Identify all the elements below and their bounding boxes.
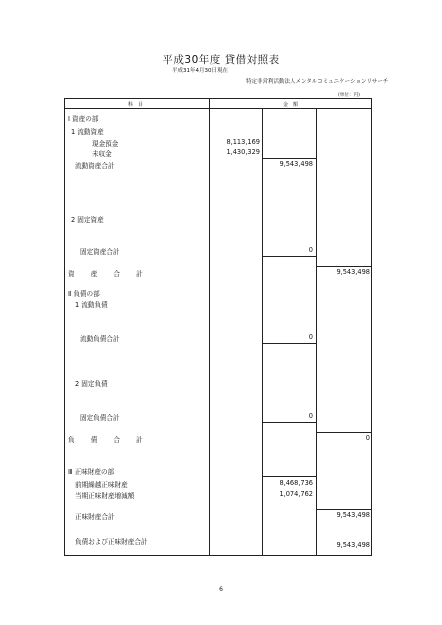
fixed-liabilities-total-label: 固定負債合計	[80, 414, 120, 422]
current-liabilities-total-label: 流動負債合計	[80, 335, 120, 343]
assets-section-heading: Ⅰ 資産の部	[68, 115, 99, 123]
current-liabilities-total-value: 0	[308, 333, 313, 341]
liabilities-total-label: 負 債 合 計	[68, 436, 150, 444]
amount-col-divider-2	[316, 108, 317, 556]
fixed-assets-total-value: 0	[308, 246, 313, 254]
grand-total-label: 負債および正味財産合計	[75, 538, 148, 546]
receivables-value: 1,430,329	[226, 148, 260, 156]
subtotal-line	[316, 432, 372, 433]
subject-amount-divider	[209, 98, 210, 556]
liabilities-section-heading: Ⅱ 負債の部	[68, 290, 100, 298]
net-assets-total-value: 9,543,498	[336, 511, 370, 519]
prior-net-assets-label: 前期繰越正味財産	[75, 481, 128, 489]
header-divider	[64, 108, 372, 109]
net-assets-total-label: 正味財産合計	[75, 513, 115, 521]
liabilities-total-value: 0	[365, 434, 370, 442]
net-assets-change-value: 1,074,762	[279, 490, 313, 498]
subtotal-line	[316, 509, 372, 510]
organization-name: 特定非営利活動法人メンタルコミュニケーションリサーチ	[246, 79, 389, 85]
subtotal-line	[262, 158, 316, 159]
cash-value: 8,113,169	[226, 138, 260, 146]
document-title: 平成30年度 貸借対照表	[162, 54, 280, 66]
current-assets-total-label: 流動資産合計	[75, 162, 115, 170]
current-assets-heading: 1 流動資産	[71, 128, 104, 136]
net-assets-section-heading: Ⅲ 正味財産の部	[68, 468, 115, 476]
assets-total-value: 9,543,498	[336, 268, 370, 276]
amount-column-header: 金 額	[283, 102, 299, 108]
fixed-liabilities-total-value: 0	[308, 412, 313, 420]
subtotal-line	[262, 256, 316, 257]
fixed-assets-heading: 2 固定資産	[71, 216, 104, 224]
assets-total-label: 資 産 合 計	[68, 270, 150, 278]
fixed-assets-total-label: 固定資産合計	[80, 248, 120, 256]
current-liabilities-heading: 1 流動負債	[75, 301, 108, 309]
subtotal-line	[262, 422, 316, 423]
subtotal-line	[262, 343, 316, 344]
unit-label: (単位：円)	[338, 93, 360, 98]
net-assets-change-label: 当期正味財産増減額	[75, 492, 135, 500]
amount-col-divider-1	[262, 108, 263, 556]
prior-net-assets-value: 8,468,736	[279, 479, 313, 487]
receivables-label: 未収金	[92, 150, 112, 158]
page-number: 6	[219, 586, 223, 593]
grand-total-value: 9,543,498	[336, 541, 370, 549]
cash-label: 現金預金	[92, 140, 119, 148]
fixed-liabilities-heading: 2 固定負債	[75, 380, 108, 388]
subject-column-header: 科 目	[128, 102, 144, 108]
current-assets-total-value: 9,543,498	[279, 160, 313, 168]
subtotal-line	[316, 266, 372, 267]
document-date: 平成31年4月30日現在	[172, 68, 228, 74]
subtotal-line	[262, 476, 316, 477]
